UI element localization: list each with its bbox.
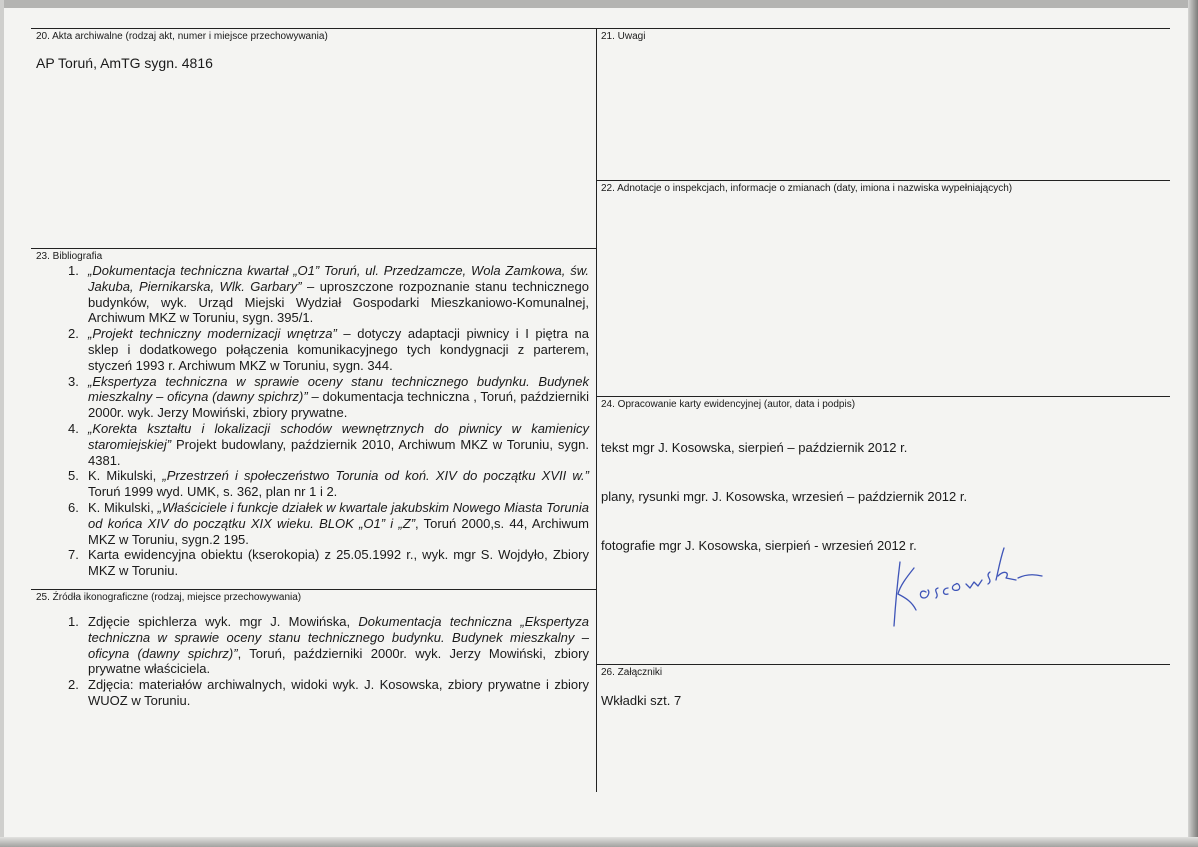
bibliography-item <box>36 263 589 326</box>
rule-above-annotations <box>596 180 1170 181</box>
item-number: 2. <box>68 326 79 342</box>
rule-above-attachments <box>596 664 1170 665</box>
bibliography-item <box>36 468 589 500</box>
item-number: 1. <box>68 614 79 629</box>
iconographic-list <box>36 614 589 709</box>
iconographic-item <box>36 614 589 677</box>
rule-above-preparation <box>596 396 1170 397</box>
preparation-plans-line: plany, rysunki mgr. J. Kosowska, wrzesień – październik 2012 r. <box>601 489 968 504</box>
scan-edge-top <box>0 0 1198 8</box>
field-24-label: 24. Opracowanie karty ewidencyjnej (autor, data i podpis) <box>601 399 856 410</box>
field-25-label: 25. Źródła ikonograficzne (rodzaj, miejsce przechowywania) <box>36 592 302 603</box>
item-number: 1. <box>68 263 79 278</box>
item-title-italic: „Projekt techniczny modernizacji wnętrza” <box>88 326 337 342</box>
rule-above-bibliography <box>31 248 596 249</box>
item-number: 2. <box>68 677 79 693</box>
item-number: 7. <box>68 547 79 563</box>
bibliography-item <box>36 547 589 579</box>
bibliography-item <box>36 500 589 547</box>
item-text: Toruń 1999 wyd. UMK, s. 362, plan nr 1 i 2. <box>88 484 338 500</box>
item-text: Zdjęcia: materiałów archiwalnych, widoki wyk. J. Kosowska, zbiory prywatne i zbiory WUOZ w Toruniu. <box>88 677 589 708</box>
bibliography-item <box>36 326 589 373</box>
item-title-italic: „Dokumentacja techniczna kwartał „O1” Toruń, ul. Przedzamcze, Wola Zamkowa, św. Jakuba, Piernikarska, Wlk. Garbary” <box>88 263 589 294</box>
item-text: , Toruń, październiki 2000r. wyk. Jerzy Mowiński, zbiory prywatne właściciela. <box>88 645 589 677</box>
field-23-label: 23. Bibliografia <box>36 251 103 262</box>
iconographic-item <box>36 677 589 709</box>
field-26-label: 26. Załączniki <box>601 667 663 678</box>
item-number: 3. <box>68 373 79 389</box>
scan-edge-right <box>1188 0 1198 847</box>
item-title-italic: Dokumentacja techniczna „Ekspertyza techniczna w sprawie oceny stanu technicznego budynku. Budynek mieszkalny – oficyna (dawny spichrz)” <box>88 614 589 661</box>
item-title-italic: „Właściciele i funkcje działek w kwartale jakubskim Nowego Miasta Torunia od końca XIV do początku XIX wieku. BLOK „O1” i „Z” <box>88 499 590 531</box>
item-text: , Toruń 2000,s. 44, Archiwum MKZ w Toruniu, sygn.2 195. <box>88 515 589 547</box>
bibliography-item <box>36 421 589 468</box>
item-number: 4. <box>68 420 79 436</box>
field-26-value: Wkładki szt. 7 <box>601 693 682 708</box>
item-number: 6. <box>68 499 79 515</box>
field-20-value: AP Toruń, AmTG sygn. 4816 <box>36 55 213 71</box>
rule-above-iconographic <box>31 589 596 590</box>
item-text: Zdjęcie spichlerza wyk. mgr J. Mowińska, <box>88 614 359 629</box>
item-title-italic: „Korekta kształtu i lokalizacji schodów wewnętrznych do piwnicy w kamienicy staromiejskiej” <box>88 420 589 452</box>
item-title-italic: „Przestrzeń i społeczeństwo Torunia od koń. XIV do początku XVII w.” <box>162 468 589 484</box>
preparation-text-line: tekst mgr J. Kosowska, sierpień – październik 2012 r. <box>601 440 908 455</box>
field-22-label: 22. Adnotacje o inspekcjach, informacje o zmianach (daty, imiona i nazwiska wypełniających) <box>601 183 1013 194</box>
scan-edge-bottom <box>0 837 1198 847</box>
item-number: 5. <box>68 468 79 484</box>
rule-top <box>31 28 1170 29</box>
preparation-photos-line: fotografie mgr J. Kosowska, sierpień - wrzesień 2012 r. <box>601 538 917 553</box>
bibliography-list <box>36 263 589 579</box>
handwritten-signature <box>878 540 1048 632</box>
item-text: Karta ewidencyjna obiektu (kserokopia) z 25.05.1992 r., wyk. mgr S. Wojdyło, Zbiory MKZ w Toruniu. <box>88 547 589 579</box>
column-divider <box>596 28 597 792</box>
item-text: – dotyczy adaptacji piwnicy i I piętra na sklep i dodatkowego połączenia komunikacyjnego tych kondygnacji z parterem, styczeń 1993 r. Archiwum MKZ w Toruniu, sygn. 344. <box>88 326 589 373</box>
item-text: K. Mikulski, <box>88 499 158 515</box>
bibliography-item <box>36 374 589 421</box>
item-text: Projekt budowlany, październik 2010, Archiwum MKZ w Toruniu, sygn. 4381. <box>88 436 589 468</box>
field-21-label: 21. Uwagi <box>601 31 646 42</box>
field-20-label: 20. Akta archiwalne (rodzaj akt, numer i miejsce przechowywania) <box>36 31 328 42</box>
item-text: – uproszczone rozpoznanie stanu technicznego budynków, wyk. Urząd Miejski Wydział Gospodarki Mieszkaniowo-Komunalnej, Archiwum MKZ w Toruniu, sygn. 395/1. <box>88 278 589 326</box>
item-text: – dokumentacja techniczna , Toruń, październiki 2000r. wyk. Jerzy Mowiński, zbiory prywatne. <box>88 389 589 421</box>
scan-edge-left <box>0 0 4 847</box>
item-title-italic: „Ekspertyza techniczna w sprawie oceny stanu technicznego budynku. Budynek mieszkalny – oficyna (dawny spichrz)” <box>88 373 589 405</box>
item-text: K. Mikulski, <box>88 468 163 484</box>
